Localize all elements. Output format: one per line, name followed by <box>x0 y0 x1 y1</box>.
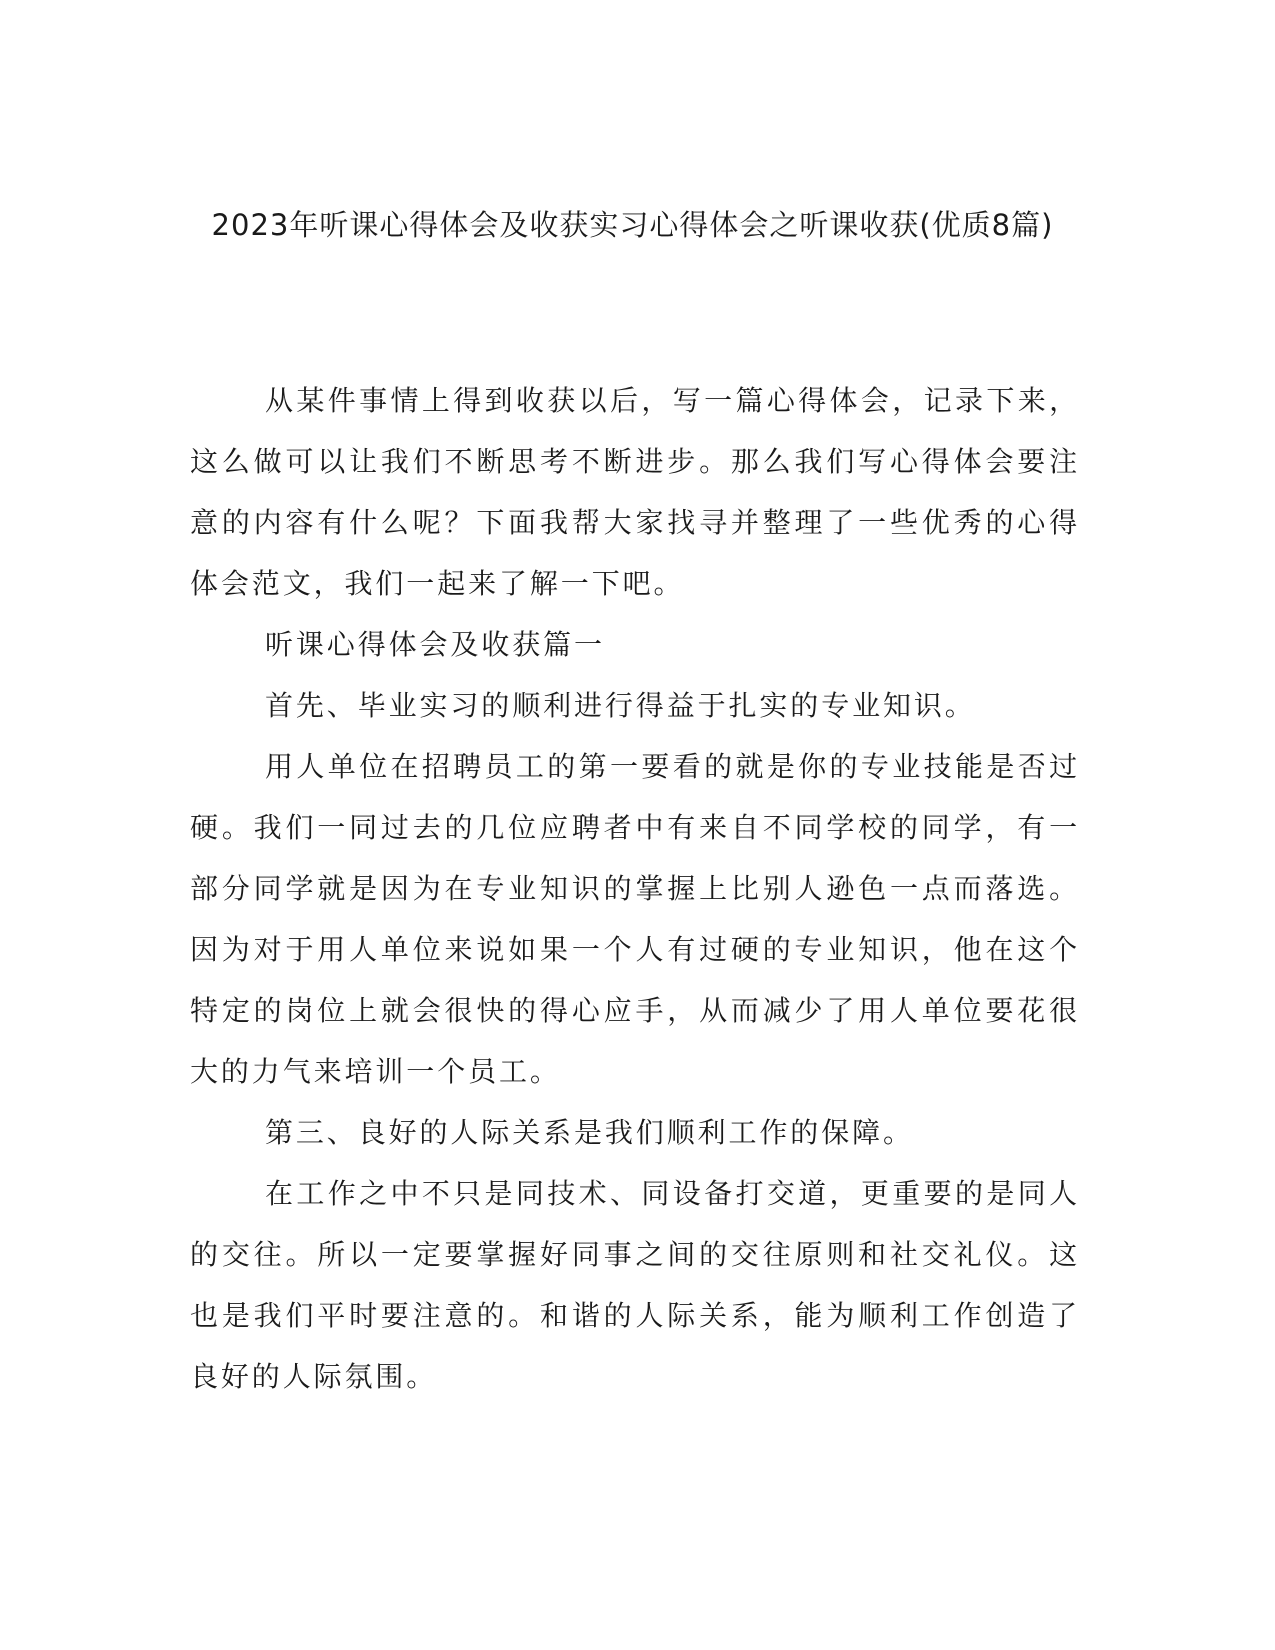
document-body <box>190 370 1080 1407</box>
document-title: 2023年听课心得体会及收获实习心得体会之听课收获(优质8篇) <box>211 208 1054 242</box>
paragraph: 在工作之中不只是同技术、同设备打交道，更重要的是同人的交往。所以一定要掌握好同事之间的交往原则和社交礼仪。这也是我们平时要注意的。和谐的人际关系，能为顺利工作创造了良好的人际氛围。 <box>190 1177 1080 1393</box>
section-heading: 听课心得体会及收获篇一 <box>265 628 605 661</box>
paragraph-intro: 从某件事情上得到收获以后，写一篇心得体会，记录下来，这么做可以让我们不断思考不断进步。那么我们写心得体会要注意的内容有什么呢？下面我帮大家找寻并整理了一些优秀的心得体会范文，我们一起来了解一下吧。 <box>190 384 1080 600</box>
paragraph: 第三、良好的人际关系是我们顺利工作的保障。 <box>265 1116 914 1149</box>
paragraph: 首先、毕业实习的顺利进行得益于扎实的专业知识。 <box>265 689 976 722</box>
paragraph: 用人单位在招聘员工的第一要看的就是你的专业技能是否过硬。我们一同过去的几位应聘者中有来自不同学校的同学，有一部分同学就是因为在专业知识的掌握上比别人逊色一点而落选。因为对于用人单位来说如果一个人有过硬的专业知识，他在这个特定的岗位上就会很快的得心应手，从而减少了用人单位要花很大的力气来培训一个员工。 <box>190 750 1080 1088</box>
